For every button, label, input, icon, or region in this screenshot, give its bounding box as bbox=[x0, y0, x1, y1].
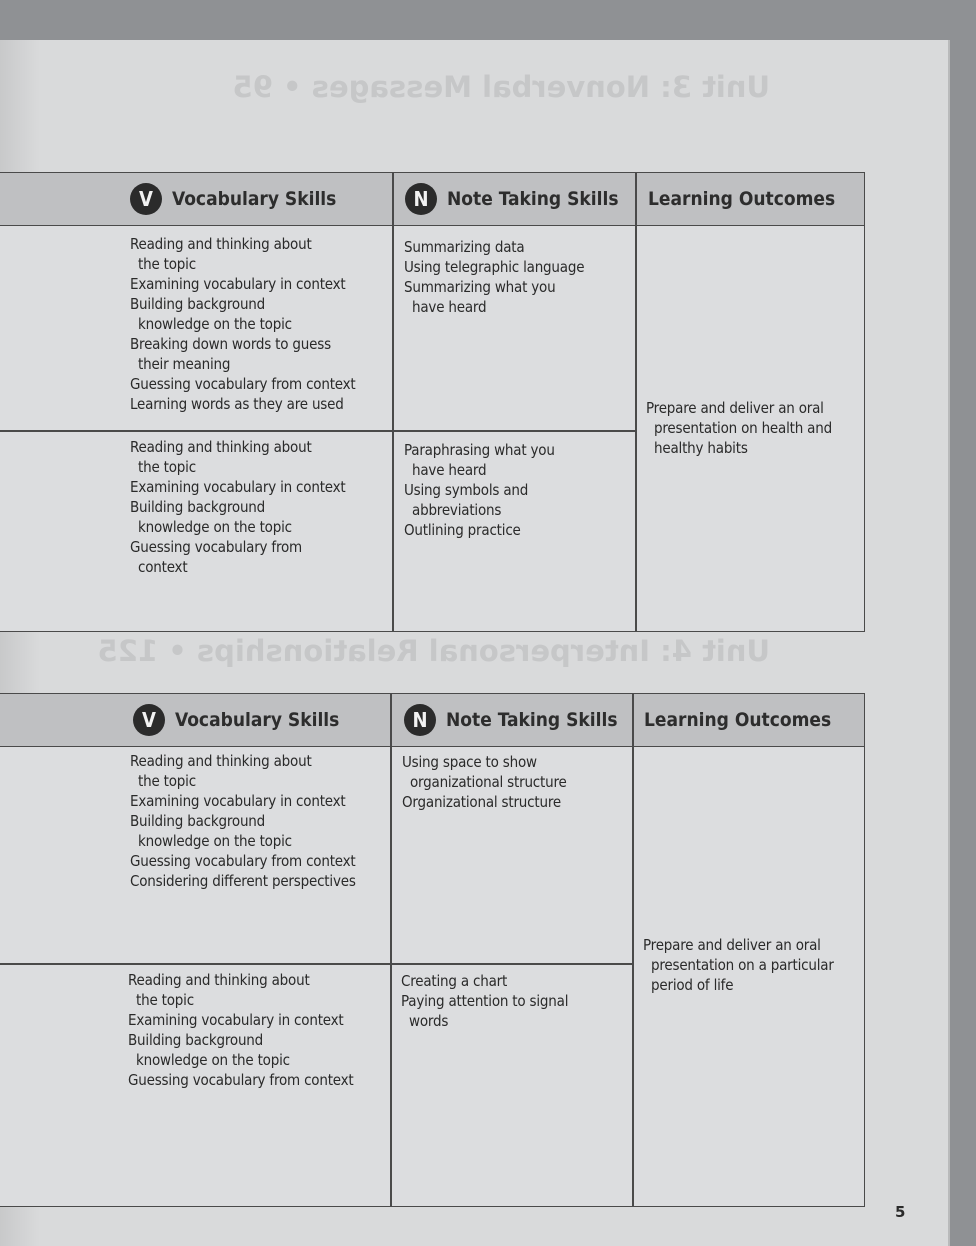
bleed-through-unit3-title: Unit 3: Nonverbal Messages • 95 bbox=[232, 70, 770, 104]
cell-line: Building background bbox=[128, 1031, 264, 1049]
row-divider bbox=[0, 963, 632, 965]
cell-line: presentation on health and bbox=[654, 419, 832, 437]
cell-line: Reading and thinking about bbox=[128, 971, 310, 989]
skills-table-1 bbox=[0, 172, 865, 632]
cell-line: Paraphrasing what you bbox=[404, 441, 555, 459]
cell-line: the topic bbox=[138, 458, 196, 476]
cell-line: their meaning bbox=[138, 355, 231, 373]
cell-line: knowledge on the topic bbox=[138, 832, 292, 850]
page-number: 5 bbox=[895, 1203, 906, 1221]
cell-line: Building background bbox=[130, 295, 266, 313]
cell-line: knowledge on the topic bbox=[138, 315, 292, 333]
cell-line: period of life bbox=[651, 976, 734, 994]
note-skills-label: Note Taking Skills bbox=[447, 188, 619, 210]
cell-line: knowledge on the topic bbox=[136, 1051, 290, 1069]
cell-line: Considering different perspectives bbox=[130, 872, 356, 890]
cell-line: Summarizing what you bbox=[404, 278, 556, 296]
cell-line: healthy habits bbox=[654, 439, 748, 457]
column-divider bbox=[632, 694, 634, 1206]
vocab-skills-header bbox=[130, 173, 336, 225]
cell-line: Using symbols and bbox=[404, 481, 529, 499]
t2-r1-vocab-skills bbox=[130, 751, 356, 891]
vocab-skills-header bbox=[133, 694, 339, 746]
cell-line: Organizational structure bbox=[402, 793, 561, 811]
note-skills-label: Note Taking Skills bbox=[446, 709, 618, 731]
skills-table-2 bbox=[0, 693, 865, 1207]
cell-line: Guessing vocabulary from bbox=[130, 538, 302, 556]
row-divider bbox=[0, 430, 635, 432]
cell-line: Examining vocabulary in context bbox=[130, 478, 346, 496]
t2-r2-vocab-skills bbox=[128, 970, 354, 1090]
t1-learning-outcome bbox=[646, 398, 832, 458]
t1-r2-note-skills bbox=[404, 440, 555, 540]
cell-line: Reading and thinking about bbox=[130, 752, 312, 770]
note-skills-header bbox=[404, 694, 618, 746]
column-divider bbox=[390, 694, 392, 1206]
cell-line: Paying attention to signal bbox=[401, 992, 569, 1010]
cell-line: knowledge on the topic bbox=[138, 518, 292, 536]
cell-line: Using telegraphic language bbox=[404, 258, 585, 276]
table-header bbox=[0, 694, 864, 747]
cell-line: Building background bbox=[130, 498, 266, 516]
t2-r2-note-skills bbox=[401, 971, 568, 1031]
learning-outcomes-label: Learning Outcomes bbox=[648, 188, 836, 210]
cell-line: Summarizing data bbox=[404, 238, 525, 256]
cell-line: Guessing vocabulary from context bbox=[130, 375, 356, 393]
cell-line: Reading and thinking about bbox=[130, 438, 312, 456]
t1-r1-note-skills bbox=[404, 237, 584, 317]
cell-line: Examining vocabulary in context bbox=[130, 275, 346, 293]
cell-line: words bbox=[409, 1012, 449, 1030]
cell-line: Guessing vocabulary from context bbox=[128, 1071, 354, 1089]
learning-outcomes-label: Learning Outcomes bbox=[644, 709, 832, 731]
column-divider bbox=[392, 173, 394, 631]
t2-learning-outcome bbox=[643, 935, 834, 995]
vocab-skills-label: Vocabulary Skills bbox=[175, 709, 340, 731]
cell-line: Using space to show bbox=[402, 753, 537, 771]
cell-line: Examining vocabulary in context bbox=[128, 1011, 344, 1029]
cell-line: organizational structure bbox=[410, 773, 567, 791]
note-skills-header bbox=[405, 173, 619, 225]
cell-line: Guessing vocabulary from context bbox=[130, 852, 356, 870]
n-badge-icon: N bbox=[404, 704, 436, 736]
cell-line: Creating a chart bbox=[401, 972, 508, 990]
cell-line: Building background bbox=[130, 812, 266, 830]
cell-line: the topic bbox=[138, 255, 196, 273]
cell-line: Prepare and deliver an oral bbox=[643, 936, 821, 954]
cell-line: the topic bbox=[136, 991, 194, 1009]
cell-line: have heard bbox=[412, 298, 487, 316]
cell-line: context bbox=[138, 558, 188, 576]
cell-line: presentation on a particular bbox=[651, 956, 834, 974]
cell-line: Breaking down words to guess bbox=[130, 335, 331, 353]
cell-line: Reading and thinking about bbox=[130, 235, 312, 253]
cell-line: Learning words as they are used bbox=[130, 395, 344, 413]
t1-r1-vocab-skills bbox=[130, 234, 356, 414]
cell-line: abbreviations bbox=[412, 501, 502, 519]
table-header bbox=[0, 173, 864, 226]
bleed-through-unit4-title: Unit 4: Interpersonal Relationships • 125 bbox=[97, 634, 770, 668]
cell-line: Prepare and deliver an oral bbox=[646, 399, 824, 417]
v-badge-icon: V bbox=[130, 183, 162, 215]
v-badge-icon: V bbox=[133, 704, 165, 736]
cell-line: have heard bbox=[412, 461, 487, 479]
t1-r2-vocab-skills bbox=[130, 437, 346, 577]
cell-line: Examining vocabulary in context bbox=[130, 792, 346, 810]
column-divider bbox=[635, 173, 637, 631]
cell-line: the topic bbox=[138, 772, 196, 790]
n-badge-icon: N bbox=[405, 183, 437, 215]
learning-outcomes-header bbox=[644, 694, 831, 746]
t2-r1-note-skills bbox=[402, 752, 567, 812]
cell-line: Outlining practice bbox=[404, 521, 521, 539]
learning-outcomes-header bbox=[648, 173, 835, 225]
vocab-skills-label: Vocabulary Skills bbox=[172, 188, 337, 210]
